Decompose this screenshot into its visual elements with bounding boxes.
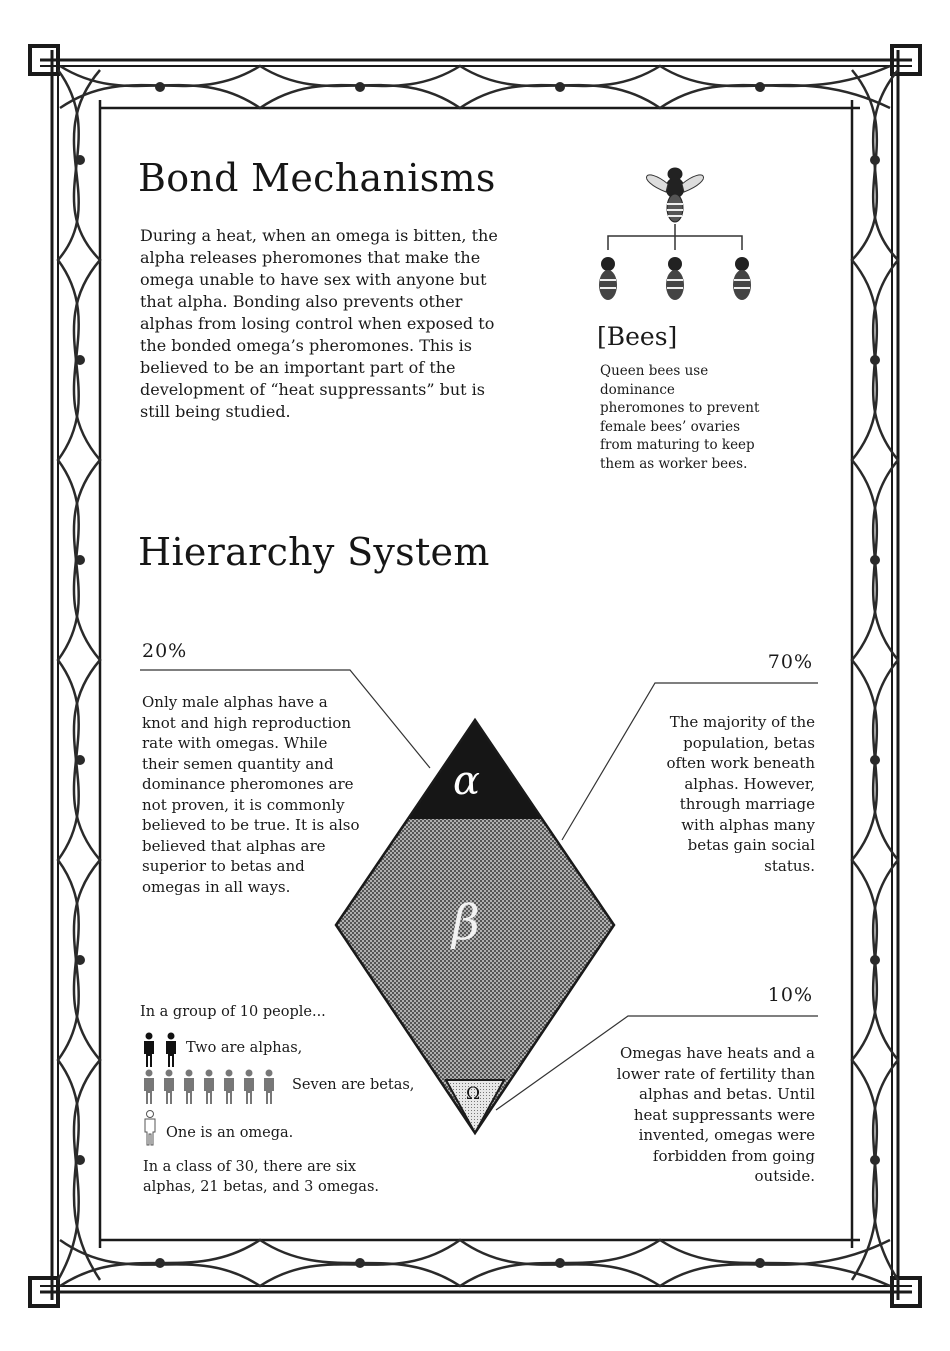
- alpha-description: Only male alphas have a knot and high reproduction rate with omegas. While their semen quantity and dominance pheromones are not proven, it is commonly believed to be true. It is also believed that alphas are superior to betas and omegas in all ways.: [142, 693, 360, 896]
- alpha-person-icons: [140, 1032, 184, 1068]
- alpha-percentage: 20%: [142, 640, 188, 662]
- group-omegas: One is an omega.: [166, 1125, 294, 1141]
- omega-description: Omegas have heats and a lower rate of fertility than alphas and betas. Until heat suppressants were invented, omegas were forbidden from going outside.: [616, 1044, 815, 1185]
- group-betas: Seven are betas,: [292, 1077, 415, 1093]
- bond-title: Bond Mechanisms: [138, 156, 496, 200]
- beta-percentage: 70%: [767, 651, 813, 673]
- omega-symbol: Ω: [466, 1084, 481, 1104]
- group-alphas: Two are alphas,: [186, 1040, 303, 1056]
- beta-symbol: β: [452, 895, 480, 951]
- beta-person-icons: [140, 1069, 290, 1105]
- group-intro: In a group of 10 people...: [140, 1004, 326, 1020]
- bond-body: During a heat, when an omega is bitten, the alpha releases pheromones that make the omega unable to have sex with anyone but that alpha. Bonding also prevents other alphas from losing control when exposed to the bonded omega’s pheromones. This is believed to be an important part of the development of “heat suppressants” but is still being studied.: [140, 226, 498, 421]
- omega-percentage: 10%: [767, 984, 813, 1006]
- class-note: In a class of 30, there are six alphas, 21 betas, and 3 omegas.: [143, 1159, 380, 1195]
- omega-person-icon: [141, 1110, 161, 1146]
- hierarchy-title: Hierarchy System: [138, 530, 490, 574]
- bees-body: Queen bees use dominance pheromones to prevent female bees’ ovaries from maturing to keep them as worker bees.: [600, 363, 760, 472]
- bees-title: [Bees]: [597, 322, 678, 351]
- alpha-symbol: α: [453, 758, 481, 804]
- alpha-leader-line: [140, 670, 430, 768]
- beta-leader-line: [562, 683, 818, 840]
- beta-description: The majority of the population, betas often work beneath alphas. However, through marriage with alphas many betas gain social status.: [666, 713, 815, 875]
